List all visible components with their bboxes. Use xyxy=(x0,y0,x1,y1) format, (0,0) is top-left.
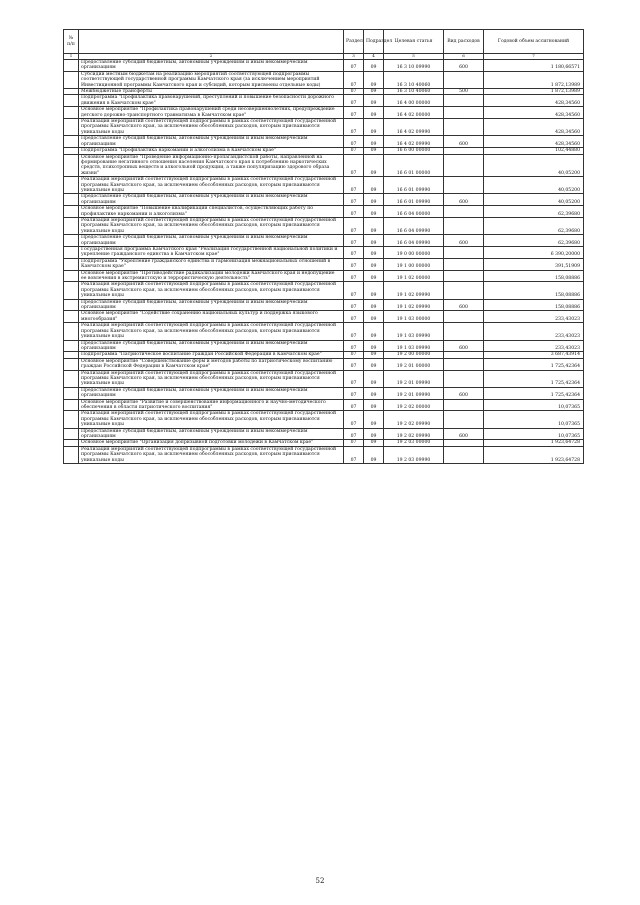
column-number: 4 xyxy=(364,54,384,60)
target-article-cell: 19 2 00 00000 xyxy=(384,352,444,358)
row-number-cell xyxy=(64,235,79,247)
table-row xyxy=(64,177,584,194)
amount-cell: 158,08886 xyxy=(484,270,584,282)
amount-cell: 158,08886 xyxy=(484,282,584,299)
target-article-cell: 16 6 00 00000 xyxy=(384,148,444,154)
target-article-cell: 16 6 01 09990 xyxy=(384,177,444,194)
amount-cell: 1 872,13989 xyxy=(484,89,584,95)
podrazdel-cell: 09 xyxy=(364,177,384,194)
expense-name-cell: Основное мероприятие "Противодействие радикализации молодежи Камчатского края и недопущение ее вовлечения в экстремистскую и террористическую деятельность" xyxy=(79,270,344,282)
target-article-cell: 19 1 03 09990 xyxy=(384,323,444,340)
expense-name-cell: Предоставление субсидий бюджетным, автономным учреждениям и иным некоммерческим организациям xyxy=(79,299,344,311)
razdel-cell: 07 xyxy=(344,60,364,72)
amount-cell: 3 687,43914 xyxy=(484,352,584,358)
column-number: 7 xyxy=(484,54,584,60)
razdel-cell: 07 xyxy=(344,411,364,428)
table-row xyxy=(64,107,584,119)
expense-type-cell xyxy=(444,358,484,370)
target-article-cell: 19 2 01 09990 xyxy=(384,387,444,399)
razdel-cell: 07 xyxy=(344,194,364,206)
target-article-cell: 16 6 01 09990 xyxy=(384,194,444,206)
target-article-cell: 19 2 03 09990 xyxy=(384,446,444,463)
podrazdel-cell: 09 xyxy=(364,358,384,370)
target-article-cell: 19 1 00 00000 xyxy=(384,258,444,270)
table-row xyxy=(64,428,584,440)
expense-name-cell: Основное мероприятие "Совершенствование форм и методов работы по патриотическому воспитанию граждан Российской Федерации в Камчатском крае" xyxy=(79,358,344,370)
razdel-cell: 07 xyxy=(344,247,364,259)
expense-name-cell: Государственная программа Камчатского края "Реализация государственной национальной политики и укрепление гражданского единства в Камчатском крае" xyxy=(79,247,344,259)
amount-cell: 233,43023 xyxy=(484,340,584,352)
podrazdel-cell: 09 xyxy=(364,282,384,299)
row-number-cell xyxy=(64,107,79,119)
target-article-cell: 16 4 02 00000 xyxy=(384,107,444,119)
amount-cell: 428,34560 xyxy=(484,136,584,148)
column-number: 2 xyxy=(79,54,344,60)
expense-name-cell: Основное мероприятие "Развитие и совершенствование информационного и научно-методического обеспечения в области патриотического воспитания" xyxy=(79,399,344,411)
row-number-cell xyxy=(64,299,79,311)
razdel-cell: 07 xyxy=(344,358,364,370)
row-number-cell xyxy=(64,323,79,340)
podrazdel-cell: 09 xyxy=(364,206,384,218)
table-row xyxy=(64,282,584,299)
target-article-cell: 19 1 02 00000 xyxy=(384,270,444,282)
amount-cell: 40,05200 xyxy=(484,154,584,177)
expense-name-cell: Предоставление субсидий бюджетным, автономным учреждениям и иным некоммерческим организациям xyxy=(79,428,344,440)
expense-type-cell: 600 xyxy=(444,60,484,72)
razdel-cell: 07 xyxy=(344,235,364,247)
row-number-cell xyxy=(64,311,79,323)
row-number-cell xyxy=(64,136,79,148)
row-number-cell xyxy=(64,340,79,352)
expense-name-cell: Основное мероприятие "Проведение информационно-пропагандистской работы, направленной на формирование негативного отношения населения Камчатского края к потреблению наркотических средств, психотропных веществ и алкогольной продукции, а также популяризацию здорового образа жизни" xyxy=(79,154,344,177)
amount-cell: 40,05200 xyxy=(484,177,584,194)
razdel-cell: 07 xyxy=(344,148,364,154)
razdel-cell: 07 xyxy=(344,323,364,340)
target-article-cell: 19 2 02 00000 xyxy=(384,399,444,411)
target-article-cell: 19 2 03 00000 xyxy=(384,440,444,446)
razdel-cell: 07 xyxy=(344,217,364,234)
table-row xyxy=(64,235,584,247)
razdel-cell: 07 xyxy=(344,71,364,88)
razdel-cell: 07 xyxy=(344,107,364,119)
amount-cell: 10,07365 xyxy=(484,399,584,411)
amount-cell: 10,07365 xyxy=(484,411,584,428)
amount-cell: 391,51909 xyxy=(484,258,584,270)
target-article-cell: 19 1 02 09990 xyxy=(384,282,444,299)
expense-name-cell: Основное мероприятие "Организация допризывной подготовки молодежи в Камчатском крае" xyxy=(79,440,344,446)
target-article-cell: 19 1 03 00000 xyxy=(384,311,444,323)
row-number-cell xyxy=(64,428,79,440)
table-row xyxy=(64,299,584,311)
expense-type-cell xyxy=(444,119,484,136)
row-number-cell xyxy=(64,411,79,428)
amount-cell: 1 872,13989 xyxy=(484,71,584,88)
amount-cell: 62,39680 xyxy=(484,235,584,247)
podrazdel-cell: 09 xyxy=(364,270,384,282)
razdel-cell: 07 xyxy=(344,340,364,352)
expense-type-cell: 600 xyxy=(444,387,484,399)
header-razdel: Раздел xyxy=(344,30,364,54)
row-number-cell xyxy=(64,71,79,88)
table-row xyxy=(64,270,584,282)
podrazdel-cell: 09 xyxy=(364,323,384,340)
podrazdel-cell: 09 xyxy=(364,217,384,234)
expense-type-cell: 600 xyxy=(444,194,484,206)
amount-cell: 428,34560 xyxy=(484,107,584,119)
table-row xyxy=(64,247,584,259)
expense-name-cell: Основное мероприятие "Содействие сохранению национальных культур и поддержка языкового многообразия" xyxy=(79,311,344,323)
podrazdel-cell: 09 xyxy=(364,387,384,399)
table-row xyxy=(64,60,584,72)
podrazdel-cell: 09 xyxy=(364,311,384,323)
expense-name-cell: Подпрограмма "Профилактика правонарушений, преступлений и повышение безопасности дорожного движения в Камчатском крае" xyxy=(79,95,344,107)
expense-name-cell: Предоставление субсидий бюджетным, автономным учреждениям и иным некоммерческим организациям xyxy=(79,194,344,206)
expense-type-cell xyxy=(444,270,484,282)
expense-name-cell: Реализация мероприятий соответствующей подпрограммы в рамках соответствующей государственной программы Камчатского края, за исключением обособленных расходов, которым присваиваются уникальные коды xyxy=(79,323,344,340)
expense-type-cell xyxy=(444,71,484,88)
expense-type-cell xyxy=(444,206,484,218)
table-row xyxy=(64,387,584,399)
razdel-cell: 07 xyxy=(344,387,364,399)
expense-type-cell xyxy=(444,282,484,299)
expense-type-cell: 600 xyxy=(444,136,484,148)
expense-name-cell: Реализация мероприятий соответствующей подпрограммы в рамках соответствующей государственной программы Камчатского края, за исключением обособленных расходов, которым присваиваются уникальные коды xyxy=(79,119,344,136)
target-article-cell: 16 3 10 09990 xyxy=(384,60,444,72)
header-vr: Вид расходов xyxy=(444,30,484,54)
razdel-cell: 07 xyxy=(344,154,364,177)
table-row xyxy=(64,370,584,387)
amount-cell: 1 725,42364 xyxy=(484,387,584,399)
razdel-cell: 07 xyxy=(344,119,364,136)
row-number-cell xyxy=(64,154,79,177)
expense-name-cell: Межбюджетные трансферты xyxy=(79,89,344,95)
razdel-cell: 07 xyxy=(344,136,364,148)
razdel-cell: 07 xyxy=(344,446,364,463)
podrazdel-cell: 09 xyxy=(364,119,384,136)
row-number-cell xyxy=(64,194,79,206)
column-number: 3 xyxy=(344,54,364,60)
amount-cell: 62,39680 xyxy=(484,206,584,218)
podrazdel-cell: 09 xyxy=(364,89,384,95)
podrazdel-cell: 09 xyxy=(364,194,384,206)
amount-cell: 10,07365 xyxy=(484,428,584,440)
column-number: 5 xyxy=(384,54,444,60)
table-row xyxy=(64,446,584,463)
razdel-cell: 07 xyxy=(344,206,364,218)
row-number-cell xyxy=(64,247,79,259)
target-article-cell: 16 3 10 40060 xyxy=(384,71,444,88)
expense-name-cell: Подпрограмма "Укрепление гражданского единства и гармонизация межнациональных отношений в Камчатском крае" xyxy=(79,258,344,270)
razdel-cell: 07 xyxy=(344,428,364,440)
table-body xyxy=(64,60,584,464)
expense-type-cell xyxy=(444,323,484,340)
row-number-cell xyxy=(64,60,79,72)
razdel-cell: 07 xyxy=(344,299,364,311)
expense-type-cell xyxy=(444,399,484,411)
razdel-cell: 07 xyxy=(344,440,364,446)
table-row xyxy=(64,258,584,270)
razdel-cell: 07 xyxy=(344,311,364,323)
expense-type-cell xyxy=(444,247,484,259)
target-article-cell: 16 6 04 09990 xyxy=(384,235,444,247)
column-number: 1 xyxy=(64,54,79,60)
header-name xyxy=(79,30,344,54)
expense-name-cell: Основное мероприятие "Профилактика правонарушений среди несовершеннолетних, предупреждение детского дорожно-транспортного травматизма в Камчатском крае" xyxy=(79,107,344,119)
amount-cell: 428,34560 xyxy=(484,119,584,136)
podrazdel-cell: 09 xyxy=(364,258,384,270)
target-article-cell: 16 6 04 09990 xyxy=(384,217,444,234)
table-row xyxy=(64,194,584,206)
row-number-cell xyxy=(64,177,79,194)
podrazdel-cell: 09 xyxy=(364,299,384,311)
target-article-cell: 19 2 02 09990 xyxy=(384,428,444,440)
expense-type-cell xyxy=(444,177,484,194)
amount-cell: 1 923,64728 xyxy=(484,440,584,446)
razdel-cell: 07 xyxy=(344,282,364,299)
razdel-cell: 07 xyxy=(344,258,364,270)
table-row xyxy=(64,311,584,323)
expense-name-cell: Подпрограмма "Профилактика наркомании и алкоголизма в Камчатском крае" xyxy=(79,148,344,154)
expense-name-cell: Предоставление субсидий бюджетным, автономным учреждениям и иным некоммерческим организациям xyxy=(79,340,344,352)
amount-cell: 1 725,42364 xyxy=(484,358,584,370)
expense-type-cell xyxy=(444,154,484,177)
amount-cell: 1 923,64728 xyxy=(484,446,584,463)
row-number-cell xyxy=(64,119,79,136)
target-article-cell: 16 4 00 00000 xyxy=(384,95,444,107)
podrazdel-cell: 09 xyxy=(364,148,384,154)
expense-type-cell xyxy=(444,411,484,428)
podrazdel-cell: 09 xyxy=(364,247,384,259)
podrazdel-cell: 09 xyxy=(364,399,384,411)
row-number-cell xyxy=(64,270,79,282)
amount-cell: 233,43023 xyxy=(484,323,584,340)
expense-name-cell: Предоставление субсидий бюджетным, автономным учреждениям и иным некоммерческим организациям xyxy=(79,136,344,148)
expense-type-cell: 600 xyxy=(444,235,484,247)
podrazdel-cell: 09 xyxy=(364,370,384,387)
expense-type-cell xyxy=(444,446,484,463)
podrazdel-cell: 09 xyxy=(364,60,384,72)
podrazdel-cell: 09 xyxy=(364,428,384,440)
header-num: № п/п xyxy=(64,30,79,54)
target-article-cell: 19 2 01 09990 xyxy=(384,370,444,387)
amount-cell: 6 390,20000 xyxy=(484,247,584,259)
podrazdel-cell: 09 xyxy=(364,352,384,358)
razdel-cell: 07 xyxy=(344,95,364,107)
target-article-cell: 19 2 02 09990 xyxy=(384,411,444,428)
budget-table xyxy=(63,29,584,464)
row-number-cell xyxy=(64,282,79,299)
podrazdel-cell: 09 xyxy=(364,440,384,446)
column-number: 6 xyxy=(444,54,484,60)
podrazdel-cell: 09 xyxy=(364,107,384,119)
podrazdel-cell: 09 xyxy=(364,71,384,88)
amount-cell: 428,34560 xyxy=(484,95,584,107)
razdel-cell: 07 xyxy=(344,352,364,358)
podrazdel-cell: 09 xyxy=(364,411,384,428)
expense-type-cell: 600 xyxy=(444,428,484,440)
expense-type-cell: 600 xyxy=(444,299,484,311)
table-row xyxy=(64,206,584,218)
expense-type-cell xyxy=(444,107,484,119)
razdel-cell: 07 xyxy=(344,270,364,282)
row-number-cell xyxy=(64,387,79,399)
expense-name-cell: Основное мероприятие "Повышение квалификации специалистов, осуществляющих работу по профилактике наркомании и алкоголизма" xyxy=(79,206,344,218)
podrazdel-cell: 09 xyxy=(364,95,384,107)
expense-type-cell xyxy=(444,95,484,107)
page-number: 52 xyxy=(315,877,325,885)
target-article-cell: 19 2 01 00000 xyxy=(384,358,444,370)
row-number-cell xyxy=(64,95,79,107)
expense-name-cell: Реализация мероприятий соответствующей подпрограммы в рамках соответствующей государственной программы Камчатского края, за исключением обособленных расходов, которым присваиваются уникальные коды xyxy=(79,282,344,299)
header-podrazdel: Подраздел xyxy=(364,30,384,54)
podrazdel-cell: 09 xyxy=(364,136,384,148)
expense-name-cell: Предоставление субсидий бюджетным, автономным учреждениям и иным некоммерческим организациям xyxy=(79,235,344,247)
expense-name-cell: Подпрограмма "Патриотическое воспитание граждан Российской Федерации в Камчатском крае" xyxy=(79,352,344,358)
target-article-cell: 19 1 03 09990 xyxy=(384,340,444,352)
table-row xyxy=(64,411,584,428)
razdel-cell: 07 xyxy=(344,370,364,387)
table-row xyxy=(64,154,584,177)
target-article-cell: 16 6 01 00000 xyxy=(384,154,444,177)
target-article-cell: 19 1 02 09990 xyxy=(384,299,444,311)
expense-type-cell xyxy=(444,311,484,323)
table-row xyxy=(64,340,584,352)
expense-name-cell: Реализация мероприятий соответствующей подпрограммы в рамках соответствующей государственной программы Камчатского края, за исключением обособленных расходов, которым присваиваются уникальные коды xyxy=(79,370,344,387)
amount-cell: 102,44880 xyxy=(484,148,584,154)
amount-cell: 1 180,66571 xyxy=(484,60,584,72)
podrazdel-cell: 09 xyxy=(364,446,384,463)
target-article-cell: 16 6 04 00000 xyxy=(384,206,444,218)
amount-cell: 40,05200 xyxy=(484,194,584,206)
table-header-row xyxy=(64,30,584,54)
table-row xyxy=(64,71,584,88)
expense-name-cell: Субсидии местным бюджетам на реализацию мероприятий соответствующей подпрограммы соответствующей государственной программы Камчатского края (за исключением мероприятий Инвестиционной программы Камчатского края и субсидий, которым присвоены отдельные коды) xyxy=(79,71,344,88)
table-row xyxy=(64,358,584,370)
table-row xyxy=(64,136,584,148)
expense-name-cell: Предоставление субсидий бюджетным, автономным учреждениям и иным некоммерческим организациям xyxy=(79,60,344,72)
target-article-cell: 16 4 02 09990 xyxy=(384,136,444,148)
amount-cell: 1 725,42364 xyxy=(484,370,584,387)
header-csr: Целевая статья xyxy=(384,30,444,54)
expense-name-cell: Реализация мероприятий соответствующей подпрограммы в рамках соответствующей государственной программы Камчатского края, за исключением обособленных расходов, которым присваиваются уникальные коды xyxy=(79,446,344,463)
expense-name-cell: Реализация мероприятий соответствующей подпрограммы в рамках соответствующей государственной программы Камчатского края, за исключением обособленных расходов, которым присваиваются уникальные коды xyxy=(79,411,344,428)
expense-type-cell: 500 xyxy=(444,89,484,95)
table-row xyxy=(64,217,584,234)
row-number-cell xyxy=(64,217,79,234)
table-row xyxy=(64,95,584,107)
amount-cell: 158,08886 xyxy=(484,299,584,311)
row-number-cell xyxy=(64,370,79,387)
podrazdel-cell: 09 xyxy=(364,154,384,177)
razdel-cell: 07 xyxy=(344,177,364,194)
expense-type-cell xyxy=(444,370,484,387)
expense-name-cell: Реализация мероприятий соответствующей подпрограммы в рамках соответствующей государственной программы Камчатского края, за исключением обособленных расходов, которым присваиваются уникальные коды xyxy=(79,217,344,234)
target-article-cell: 16 3 10 40060 xyxy=(384,89,444,95)
row-number-cell xyxy=(64,399,79,411)
expense-name-cell: Реализация мероприятий соответствующей подпрограммы в рамках соответствующей государственной программы Камчатского края, за исключением обособленных расходов, которым присваиваются уникальные коды xyxy=(79,177,344,194)
podrazdel-cell: 09 xyxy=(364,340,384,352)
expense-type-cell: 600 xyxy=(444,340,484,352)
row-number-cell xyxy=(64,258,79,270)
expense-type-cell xyxy=(444,217,484,234)
expense-name-cell: Предоставление субсидий бюджетным, автономным учреждениям и иным некоммерческим организациям xyxy=(79,387,344,399)
row-number-cell xyxy=(64,206,79,218)
amount-cell: 233,43023 xyxy=(484,311,584,323)
razdel-cell: 07 xyxy=(344,89,364,95)
target-article-cell: 16 4 02 09990 xyxy=(384,119,444,136)
table-row xyxy=(64,119,584,136)
razdel-cell: 07 xyxy=(344,399,364,411)
expense-type-cell xyxy=(444,258,484,270)
table-row xyxy=(64,399,584,411)
row-number-cell xyxy=(64,358,79,370)
target-article-cell: 19 0 00 00000 xyxy=(384,247,444,259)
podrazdel-cell: 09 xyxy=(364,235,384,247)
row-number-cell xyxy=(64,446,79,463)
header-amount: Годовой объем ассигнований xyxy=(484,30,584,54)
table-row xyxy=(64,323,584,340)
amount-cell: 62,39680 xyxy=(484,217,584,234)
